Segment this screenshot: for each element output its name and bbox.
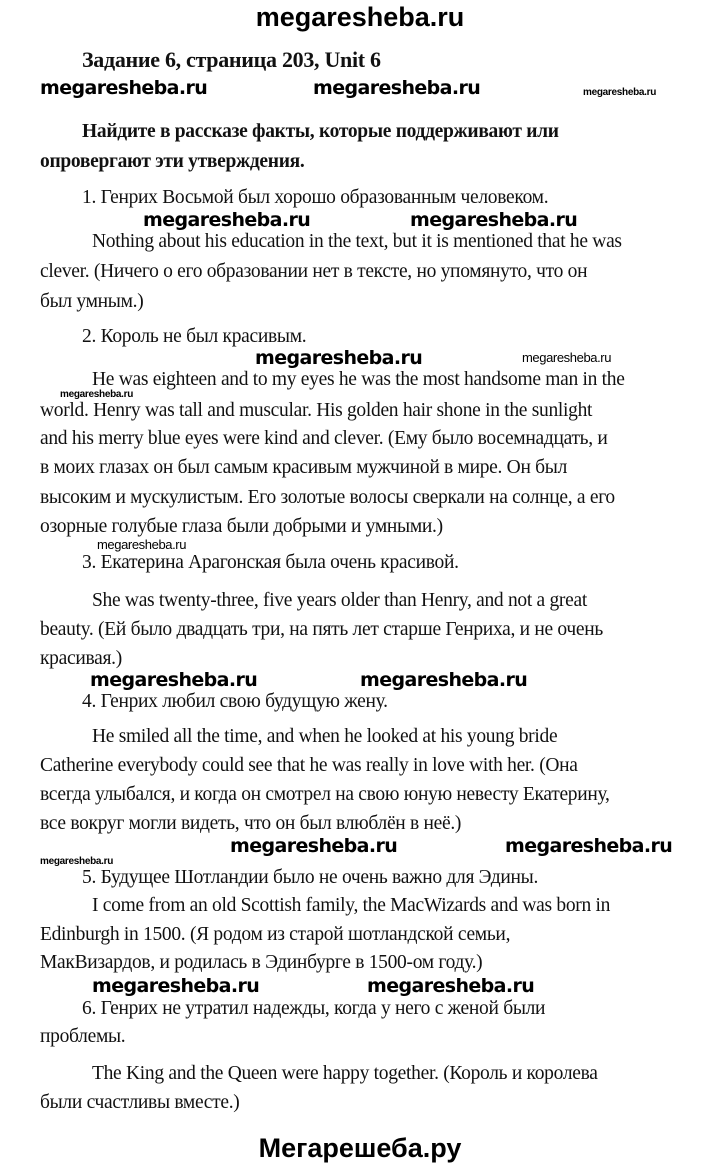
answer-2-line: and his merry blue eyes were kind and clever. (Ему было восемнадцать, и bbox=[40, 428, 608, 449]
answer-6-line: The King and the Queen were happy together. (Король и королева bbox=[92, 1063, 598, 1084]
answer-1-line: clever. (Ничего о его образовании нет в тексте, но упомянуто, что он bbox=[40, 261, 588, 282]
watermark: megaresheba.ru bbox=[230, 835, 398, 857]
watermark: megaresheba.ru bbox=[367, 975, 535, 997]
site-header-watermark: megaresheba.ru bbox=[255, 2, 465, 32]
statement-6: проблемы. bbox=[40, 1026, 126, 1047]
answer-4-line: всегда улыбался, и когда он смотрел на свою юную невесту Екатерину, bbox=[40, 784, 610, 805]
answer-5-line: I come from an old Scottish family, the MacWizards and was born in bbox=[92, 895, 611, 916]
answer-2-line: He was eighteen and to my eyes he was the most handsome man in the bbox=[92, 369, 625, 390]
watermark: megaresheba.ru bbox=[90, 669, 258, 691]
watermark: megaresheba.ru bbox=[143, 209, 311, 231]
answer-3-line: She was twenty-three, five years older than Henry, and not a great bbox=[92, 590, 587, 611]
watermark: megaresheba.ru bbox=[360, 669, 528, 691]
statement-5: 5. Будущее Шотландии было не очень важно для Эдины. bbox=[82, 867, 539, 888]
answer-4-line: He smiled all the time, and when he looked at his young bride bbox=[92, 726, 558, 747]
watermark: megaresheba.ru bbox=[505, 835, 673, 857]
answer-2-line: в моих глазах он был самым красивым мужчиной в мире. Он был bbox=[40, 457, 568, 478]
watermark: megaresheba.ru bbox=[255, 347, 423, 369]
instruction-line: Найдите в рассказе факты, которые поддерживают или bbox=[82, 121, 559, 142]
answer-5-line: Edinburgh in 1500. (Я родом из старой шотландской семьи, bbox=[40, 924, 511, 945]
statement-4: 4. Генрих любил свою будущую жену. bbox=[82, 691, 388, 712]
answer-2-line: озорные голубые глаза были добрыми и умными.) bbox=[40, 516, 443, 537]
answer-4-line: все вокруг могли видеть, что он был влюблён в неё.) bbox=[40, 813, 462, 834]
watermark: megaresheba.ru bbox=[92, 975, 260, 997]
statement-3: 3. Екатерина Арагонская была очень красивой. bbox=[82, 552, 459, 573]
watermark: megaresheba.ru bbox=[410, 209, 578, 231]
site-footer-watermark: Мегарешеба.ру bbox=[258, 1133, 462, 1163]
answer-1-line: был умным.) bbox=[40, 291, 144, 312]
answer-2-line: высоким и мускулистым. Его золотые волосы сверкали на солнце, а его bbox=[40, 487, 615, 508]
instruction-line: опровергают эти утверждения. bbox=[40, 151, 305, 172]
watermark: megaresheba.ru bbox=[40, 856, 114, 867]
answer-6-line: были счастливы вместе.) bbox=[40, 1092, 240, 1113]
watermark: megaresheba.ru bbox=[522, 350, 612, 365]
watermark: megaresheba.ru bbox=[40, 77, 208, 99]
watermark: megaresheba.ru bbox=[313, 77, 481, 99]
watermark: megaresheba.ru bbox=[60, 389, 134, 400]
answer-2-line: world. Henry was tall and muscular. His golden hair shone in the sunlight bbox=[40, 400, 593, 421]
statement-2: 2. Король не был красивым. bbox=[82, 326, 307, 347]
watermark: megaresheba.ru bbox=[97, 537, 187, 552]
watermark: megaresheba.ru bbox=[583, 87, 657, 98]
answer-4-line: Catherine everybody could see that he was really in love with her. (Она bbox=[40, 755, 578, 776]
answer-3-line: красивая.) bbox=[40, 648, 122, 669]
answer-3-line: beauty. (Ей было двадцать три, на пять лет старше Генриха, и не очень bbox=[40, 619, 603, 640]
statement-1: 1. Генрих Восьмой был хорошо образованным человеком. bbox=[82, 187, 549, 208]
answer-5-line: МакВизардов, и родилась в Эдинбурге в 1500-ом году.) bbox=[40, 952, 483, 973]
answer-1-line: Nothing about his education in the text, but it is mentioned that he was bbox=[92, 231, 622, 252]
statement-6: 6. Генрих не утратил надежды, когда у него с женой были bbox=[82, 998, 546, 1019]
page-title: Задание 6, страница 203, Unit 6 bbox=[82, 47, 381, 72]
